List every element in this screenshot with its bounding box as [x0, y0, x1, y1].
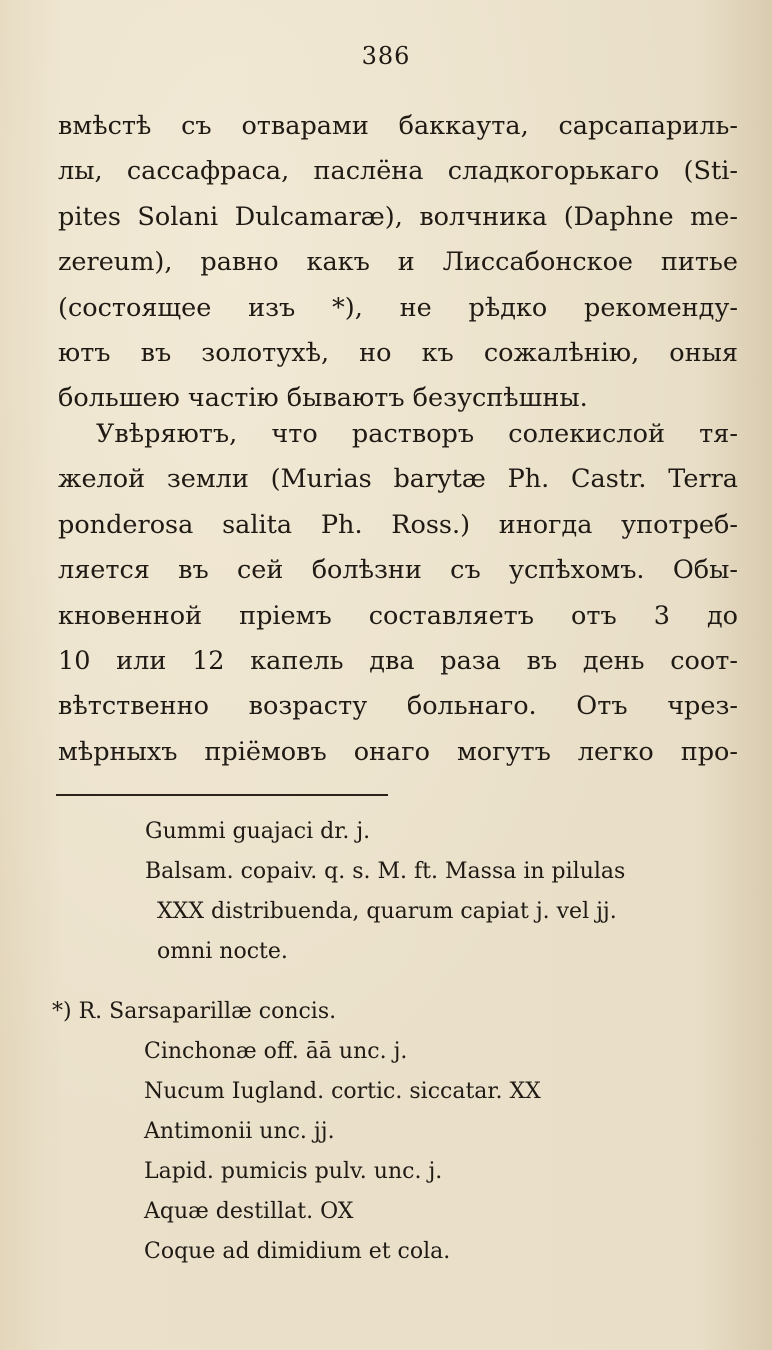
footnote-line: XXX distribuenda, quarum capiat j. vel jj.: [157, 899, 617, 924]
paragraph-1: [58, 104, 738, 422]
footnote-line: Nucum Iugland. cortic. siccatar. XX: [144, 1079, 541, 1104]
footnote-line: Antimonii unc. jj.: [144, 1119, 335, 1144]
text-line: желой земли (Murias barytæ Ph. Castr. Terra: [58, 464, 738, 495]
paragraph-2: [58, 412, 738, 775]
footnote-2: [52, 992, 541, 1272]
footnote-line: Aquæ destillat. OX: [144, 1199, 354, 1224]
text-line: мѣрныхъ пріёмовъ онаго могутъ легко про-: [58, 736, 738, 767]
text-line: pites Solani Dulcamaræ), волчника (Daphne me-: [58, 201, 738, 232]
text-line: кновенной пріемъ составляетъ отъ 3 до: [58, 600, 738, 631]
footnote-line: Balsam. copaiv. q. s. M. ft. Massa in pilulas: [145, 859, 626, 884]
text-line: ютъ въ золотухѣ, но къ сожалѣнію, оныя: [58, 337, 738, 368]
footnote-divider: [56, 794, 388, 796]
footnote-line: omni nocte.: [157, 939, 288, 964]
text-line: вѣтственно возрасту больнаго. Отъ чрез-: [58, 691, 738, 722]
footnote-marker: *) R.: [52, 999, 103, 1024]
footnote-line: Cinchonæ off. āā unc. j.: [144, 1039, 408, 1064]
footnote-line: Coque ad dimidium et cola.: [144, 1239, 451, 1264]
footnote-line: Gummi guajaci dr. j.: [145, 819, 371, 844]
footnote-line: Lapid. pumicis pulv. unc. j.: [144, 1159, 443, 1184]
text-line: 10 или 12 капель два раза въ день соот-: [58, 645, 738, 676]
text-line: лы, сассафраса, паслёна сладкогорькаго (Sti-: [58, 156, 738, 187]
footnote-first-line: [52, 992, 541, 1032]
text-line: большею частію бываютъ безуспѣшны.: [58, 383, 588, 414]
footnote-1: [145, 812, 625, 972]
text-line: Увѣряютъ, что растворъ солекислой тя-: [96, 419, 738, 449]
footnote-line: Sarsaparillæ concis.: [109, 999, 337, 1024]
text-line: (состоящее изъ *), не рѣдко рекоменду-: [58, 292, 738, 323]
page-number: 386: [361, 42, 411, 70]
text-line: zereum), равно какъ и Лиссабонское питье: [58, 247, 738, 278]
text-line: ляется въ сей болѣзни съ успѣхомъ. Обы-: [58, 555, 738, 586]
text-line: ponderosa salita Ph. Ross.) иногда употреб-: [58, 509, 738, 540]
text-line: вмѣстѣ съ отварами баккаута, сарсапариль-: [58, 111, 738, 141]
